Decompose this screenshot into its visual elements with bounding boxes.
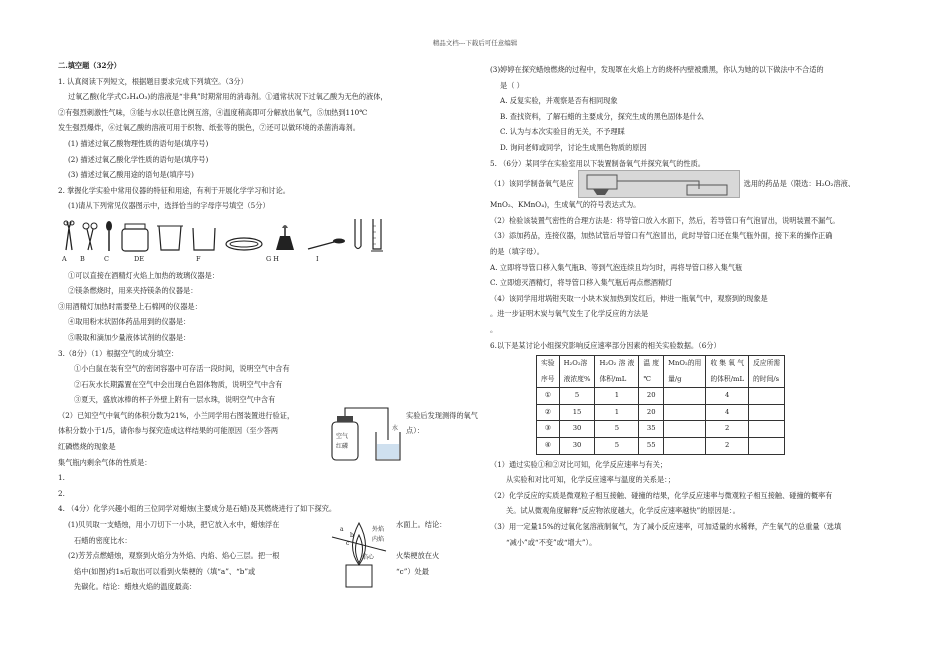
scissors-icon: [82, 220, 98, 252]
svg-text:c: c: [346, 540, 350, 548]
q6-s2a: （2）化学反应的实质是微观粒子相互接触、碰撞的结果，化学反应速率与微观粒子相互接触、碰撞的概率有: [490, 490, 833, 500]
svg-text:红磷: 红磷: [336, 442, 349, 450]
test-tube-icon: [352, 218, 364, 252]
svg-text:焰心: 焰心: [362, 554, 375, 562]
dropper-icon: [104, 220, 114, 252]
table-row: ② 15 1 20 4: [537, 404, 785, 421]
q3-item1: ①小白鼠在装有空气的密闭容器中可存活一段时间，说明空气中含有: [74, 364, 290, 374]
q5-s4b: 。进一步证明木炭与氧气发生了化学反应的方法是: [490, 309, 649, 319]
q4-s1c: 水面上。结论：: [396, 520, 447, 530]
q3-n1: 1.: [58, 473, 65, 483]
q3-item2: ②石灰水长期露置在空气中会出现白色固体物质，说明空气中含有: [74, 379, 283, 389]
q3-s2a: （2）已知空气中氧气的体积分数为21%，小兰同学用右图装置进行验证，: [58, 410, 295, 420]
q2-sub: (1)请从下列常见仪器图示中，选择恰当的字母序号填空（5分）: [68, 201, 270, 211]
graduated-cylinder-icon: [370, 218, 384, 252]
q5-option-c: C. 立即熄灭酒精灯，将导管口移入集气瓶后再点燃酒精灯: [490, 278, 673, 288]
q4-3-option-a: A. 反复实验，并观察是否有相同现象: [500, 96, 618, 106]
q4-s2b: 火柴梗放在火: [396, 551, 440, 561]
q5-s2: （2）检验该装置气密性的合理方法是：将导管口放入水面下，然后，若导管口有气泡冒出，说明装置不漏气。: [490, 215, 840, 225]
section-title: 二.填空题（32分）: [58, 61, 121, 70]
q1-sub3: (3) 描述过氧乙酸用途的语句是(填序号): [68, 170, 194, 180]
svg-text:外焰: 外焰: [372, 526, 385, 534]
q1-passage-line: ②有强烈刺激性气味，③能与水以任意比例互溶，④温度稍高即可分解放出氧气，⑤加热到110℃: [58, 107, 368, 117]
q4-s1a: (1)贝贝取一支蜡烛，用小刀切下一小块，把它放入水中，蜡烛浮在: [68, 520, 280, 530]
q6-s3a: （3）用一定量15%的过氧化氢溶液制氧气，为了减小反应速率，可加适量的水稀释，产生氧气的总重量（选填: [490, 522, 842, 532]
svg-text:b: b: [350, 532, 354, 540]
svg-text:水: 水: [392, 424, 399, 432]
q4-s2a: (2)芳芳点燃蜡烛，观察到火焰分为外焰、内焰、焰心三层。把一根: [68, 551, 280, 561]
q4-3-option-c: C. 认为与本次实验目的无关，不予理睬: [500, 127, 625, 137]
q2-item1: ①可以直接在酒精灯火焰上加热的玻璃仪器是：: [68, 270, 219, 280]
table-header-row: 实验 序号 H₂O₂溶 液浓度% H₂O₂ 溶 液 体积/mL 温 度 ℃ MnO₂的用 量/g 收 集 氧 气 的体积/mL 反应所需 的时间/s: [537, 356, 785, 388]
q1-sub1: (1) 描述过氧乙酸物理性质的语句是(填序号): [68, 138, 209, 148]
q5-s1-row: （1）该同学制备氧气是应 选用的药品是（限选：H₂O₂溶液、: [490, 171, 890, 197]
q6-s1: （1）通过实验①和②对比可知，化学反应速率与有关；: [490, 459, 668, 469]
q4-stem: 4. （4分）化学兴趣小组的三位同学对蜡烛(主要成分是石蜡)及其燃烧进行了如下探究。: [58, 504, 337, 514]
q5-s1c: MnO₂、KMnO₄)，生成氧气的符号表达式为。: [490, 200, 641, 210]
q5-s4: （4）该同学用坩埚钳夹取一小块木炭加热到发红后，伸进一瓶氧气中，观察到的现象是: [490, 293, 768, 303]
q1-passage-line: 过氧乙酸(化学式C₂H₄O₃)的溶液是“非典”时期常用的消毒剂。①通常状况下过氧乙酸为无色的液体，: [68, 92, 388, 102]
candle-flame-figure: [326, 517, 392, 595]
crucible-tongs-icon: [62, 220, 76, 252]
q3-right-note: 实验后发现测得的氧气: [406, 410, 478, 420]
q2-item4: ④取用粉末状固体药品用到的仪器是：: [68, 317, 191, 327]
q5-s3a: （3）添加药品，连接仪器，加热试管后导管口有气泡冒出，此时导管口还在集气瓶外面，接下来的操作正确: [490, 231, 833, 241]
q2-item5: ⑤吸取和滴加少量液体试剂的仪器是：: [68, 332, 191, 342]
q3-item3: ③夏天，盛放冰棒的杯子外壁上附有一层水珠，说明空气中含有: [74, 395, 276, 405]
beaker-icon: [156, 224, 184, 252]
page-header: 精品文档---下载后可任意编辑: [432, 39, 518, 47]
instrument-letters: A B C DE F G H I: [62, 254, 319, 263]
q6-s2b: 关。试从微观角度解释“反应物浓度越大，化学反应速率越快”的原因是：。: [506, 506, 740, 516]
q3-s2b: 体积分数小于1/5，请你参与探究造成这样结果的可能原因（至少答两: [58, 426, 279, 436]
q4-3-option-d: D. 询问老师或同学，讨论生成黑色物质的原因: [500, 142, 647, 152]
table-row: ③ 30 5 35 2: [537, 421, 785, 438]
q4-s2c: 焰中(如图)约1s后取出可以看到火柴梗的（填“a”、“b”或: [74, 566, 256, 576]
q3-right-note2: 点）：: [406, 425, 424, 435]
q3-n2: 2.: [58, 488, 65, 498]
q2-stem: 2. 掌握化学实验中常用仪器的特征和用途，有利于开展化学学习和讨论。: [58, 185, 290, 195]
q5-option-a: A. 立即将导管口移入集气瓶B、等到气泡连续且均匀时，再将导管口移入集气瓶: [490, 262, 743, 272]
lab-instruments-figure: [58, 214, 478, 252]
q6-stem: 6.以下是某讨论小组探究影响反应速率部分因素的相关实验数据。（6分）: [490, 340, 721, 350]
q4-s1b: 石蜡的密度比水：: [74, 535, 132, 545]
q3-s2c: 红磷燃烧的现象是: [58, 442, 116, 452]
q1-stem: 1. 认真阅读下列短文，根据题目要求完成下列填空。（3分）: [58, 76, 248, 86]
q5-stem: 5. （6分）某同学在实验室用以下装置制备氧气并探究氧气的性质。: [490, 158, 705, 168]
q5-s3b: 的是（填字母）。: [490, 246, 544, 256]
q4-body: [58, 517, 478, 601]
q4-3-stem: (3)婷婷在探究蜡烛燃烧的过程中，发现罩在火焰上方的烧杯内壁被熏黑，你认为她的以下做法中不合适的: [490, 65, 824, 74]
q4-3-option-b: B. 查找资料，了解石蜡的主要成分，探究生成的黑色固体是什么: [500, 111, 704, 121]
q2-item2: ②镁条燃烧时，用来夹持镁条的仪器是：: [68, 286, 198, 296]
q1-sub2: (2) 描述过氧乙酸化学性质的语句是(填序号): [68, 154, 209, 164]
q4-s2d: “c”）处最: [396, 566, 429, 576]
q1-passage-line: 发生强烈爆炸，⑥过氧乙酸的溶液可用于织物、纸张等的脱色，⑦还可以做环境的杀菌消毒剂。: [58, 123, 360, 133]
right-column: [490, 62, 890, 550]
q3-part2: [58, 408, 478, 502]
q4-s2e: 先碳化。结论：蜡烛火焰的温度最高：: [74, 582, 197, 592]
svg-text:a: a: [340, 526, 344, 534]
q3-stem: 3.（8分）（1）根据空气的成分填空：: [58, 348, 179, 358]
beaker-icon: [190, 224, 218, 252]
experiment-table: [536, 355, 785, 455]
oxygen-apparatus-figure: [326, 402, 406, 464]
svg-text:内焰: 内焰: [372, 536, 385, 544]
q6-s3b: “减小”或“不变”或“增大”）。: [506, 537, 597, 547]
left-column: [58, 58, 478, 601]
svg-text:空气: 空气: [336, 432, 349, 440]
q6-s1b: 从实验和对比可知，化学反应速率与温度的关系是：；: [506, 475, 675, 485]
alcohol-lamp-icon: [270, 222, 300, 252]
gas-jar-icon: [120, 222, 150, 252]
oxygen-setup-image: [578, 170, 740, 198]
spatula-icon: [306, 238, 346, 252]
q4-3-s: 是（ ）: [500, 80, 524, 90]
table-row: ④ 30 5 55 2: [537, 438, 785, 455]
q3-s2d: 集气瓶内剩余气体的性质是：: [58, 457, 152, 467]
q5-s4c: 。: [490, 324, 498, 334]
table-row: ① 5 1 20 4: [537, 388, 785, 405]
q2-item3: ③用酒精灯加热时需要垫上石棉网的仪器是：: [58, 301, 202, 311]
evaporating-dish-icon: [224, 236, 264, 252]
